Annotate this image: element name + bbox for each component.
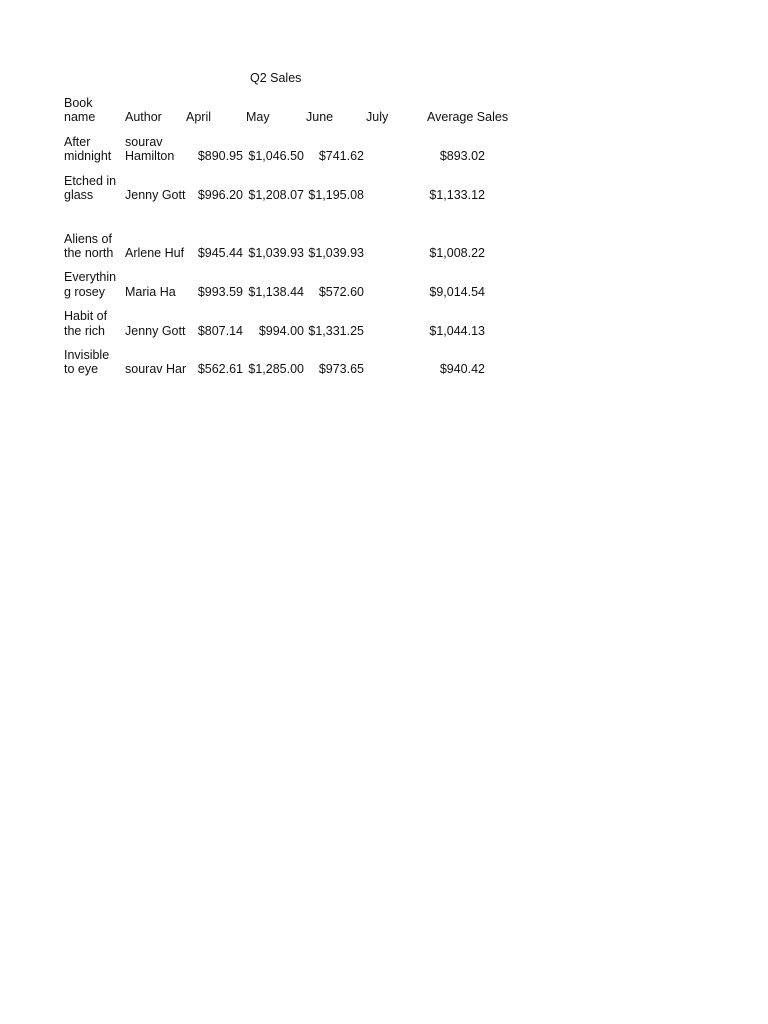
june-sales: $1,039.93 — [308, 246, 364, 260]
header-june: June — [306, 110, 334, 124]
april-sales: $562.61 — [197, 362, 243, 376]
may-sales: $1,138.44 — [248, 285, 304, 299]
april-sales: $996.20 — [197, 188, 243, 202]
book-name-line2: g rosey — [64, 285, 105, 299]
header-book-name-line2: name — [64, 110, 96, 124]
april-sales: $807.14 — [197, 324, 243, 338]
book-name-line2: to eye — [64, 362, 99, 376]
header-author: Author — [125, 110, 162, 124]
author-line2: sourav Har — [125, 362, 186, 376]
author-line2: Arlene Huf — [125, 246, 185, 260]
header-july: July — [366, 110, 389, 124]
book-name-line1: Etched in — [64, 174, 117, 188]
book-name-line1: Habit of — [64, 309, 108, 323]
book-name-line1: Everythin — [64, 270, 117, 284]
average-sales: $1,044.13 — [429, 324, 485, 338]
average-sales: $9,014.54 — [429, 285, 485, 299]
june-sales: $973.65 — [318, 362, 364, 376]
book-name-line1: Invisible — [64, 348, 110, 362]
april-sales: $945.44 — [197, 246, 243, 260]
average-sales: $940.42 — [439, 362, 485, 376]
author-line2: Maria Ha — [125, 285, 176, 299]
author-line2: Jenny Gott — [125, 324, 186, 338]
header-may: May — [246, 110, 270, 124]
header-book-name-line1: Book — [64, 96, 93, 110]
may-sales: $1,208.07 — [248, 188, 304, 202]
book-name-line1: Aliens of — [64, 232, 112, 246]
book-name-line2: midnight — [64, 149, 112, 163]
average-sales: $1,133.12 — [429, 188, 485, 202]
sheet-title: Q2 Sales — [250, 71, 302, 85]
header-average-sales: Average Sales — [427, 110, 509, 124]
book-name-line2: the north — [64, 246, 114, 260]
june-sales: $1,331.25 — [308, 324, 364, 338]
book-name-line1: After — [64, 135, 91, 149]
may-sales: $1,046.50 — [248, 149, 304, 163]
average-sales: $1,008.22 — [429, 246, 485, 260]
june-sales: $1,195.08 — [308, 188, 364, 202]
june-sales: $572.60 — [318, 285, 364, 299]
may-sales: $1,039.93 — [248, 246, 304, 260]
may-sales: $1,285.00 — [248, 362, 304, 376]
book-name-line2: the rich — [64, 324, 105, 338]
book-name-line2: glass — [64, 188, 94, 202]
header-april: April — [186, 110, 212, 124]
author-line2: Jenny Gott — [125, 188, 186, 202]
june-sales: $741.62 — [318, 149, 364, 163]
author-line1: sourav — [125, 135, 163, 149]
april-sales: $890.95 — [197, 149, 243, 163]
author-line2: Hamilton — [125, 149, 175, 163]
may-sales: $994.00 — [258, 324, 304, 338]
april-sales: $993.59 — [197, 285, 243, 299]
average-sales: $893.02 — [439, 149, 485, 163]
